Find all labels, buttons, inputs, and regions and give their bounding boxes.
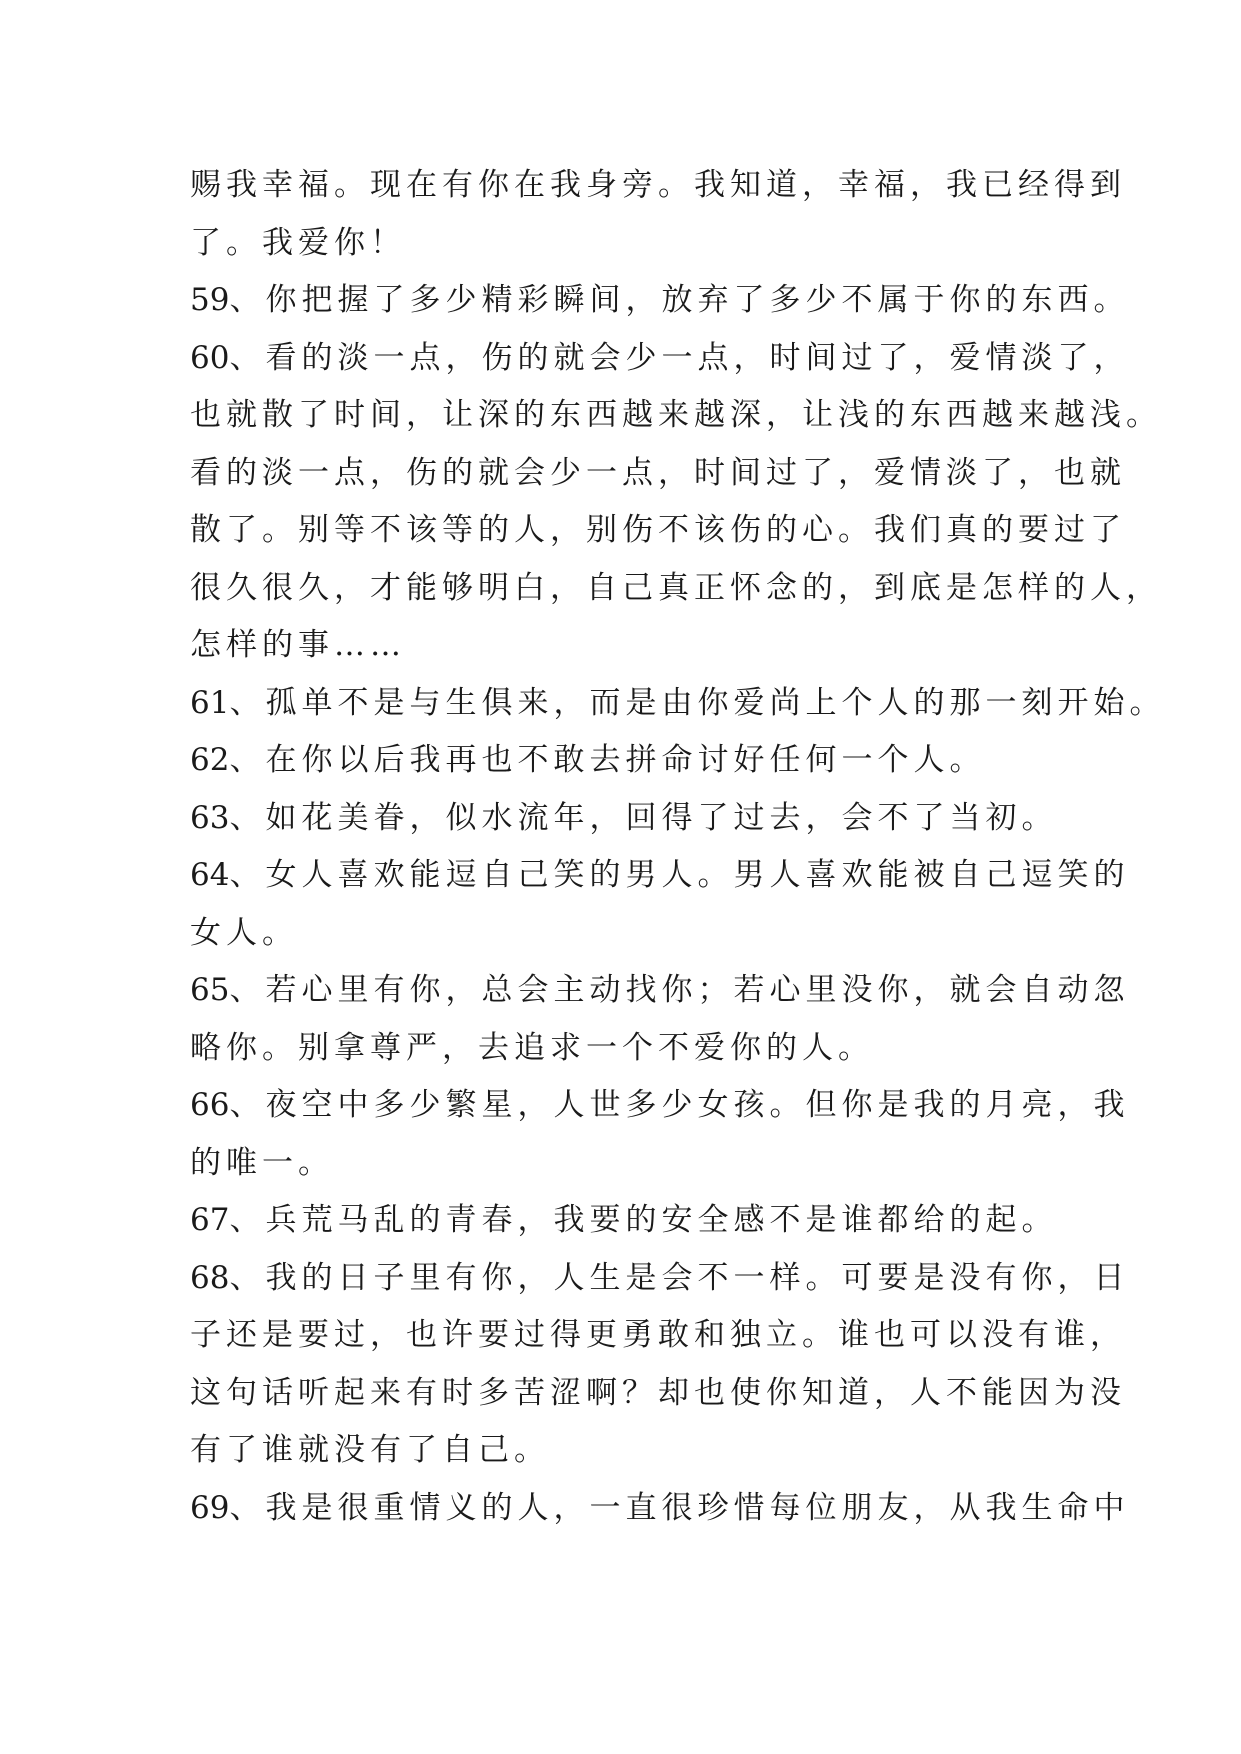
text-line — [190, 1020, 1091, 1078]
numbered-list — [190, 272, 1166, 1537]
item-number: 65 — [190, 972, 230, 1008]
line-text: 若心里有你，总会主动找你；若心里没你，就会自动忽 — [265, 972, 1130, 1008]
item-separator: 、 — [229, 742, 266, 778]
line-text: 孤单不是与生俱来，而是由你爱尚上个人的那一刻开始。 — [265, 684, 1166, 721]
item-separator: 、 — [229, 1259, 266, 1296]
item-number: 60 — [190, 339, 230, 376]
line-text: 你把握了多少精彩瞬间，放弃了多少不属于你的东西。 — [265, 282, 1130, 318]
line-text: 散了。别等不该等的人，别伤不该伤的心。我们真的要过了 — [190, 512, 1126, 548]
text-line — [190, 1192, 1091, 1250]
text-line — [190, 617, 1091, 675]
item-separator: 、 — [229, 857, 266, 893]
line-text: 子还是要过，也许要过得更勇敢和独立。谁也可以没有谁， — [190, 1317, 1126, 1353]
text-line — [190, 1077, 1130, 1135]
line-text: 看的淡一点，伤的就会少一点，时间过了，爱情淡了，也就 — [190, 454, 1126, 491]
line-text: 如花美眷，似水流年，回得了过去，会不了当初。 — [265, 799, 1058, 836]
list-item — [190, 1480, 1130, 1538]
item-separator: 、 — [229, 339, 266, 376]
list-item — [190, 1250, 1130, 1480]
line-text: 有了谁就没有了自己。 — [190, 1432, 550, 1468]
line-text: 在你以后我再也不敢去拼命讨好任何一个人。 — [265, 742, 986, 778]
text-line — [190, 1135, 1091, 1193]
line-text: 兵荒马乱的青春，我要的安全感不是谁都给的起。 — [265, 1202, 1058, 1238]
list-item — [190, 272, 1130, 330]
line-text: 夜空中多少繁星，人世多少女孩。但你是我的月亮，我 — [265, 1087, 1130, 1123]
line-text: 我是很重情义的人，一直很珍惜每位朋友，从我生命中 — [265, 1489, 1130, 1526]
line-text: 很久很久，才能够明白，自己真正怀念的，到底是怎样的人， — [190, 569, 1162, 606]
line-text: 我的日子里有你，人生是会不一样。可要是没有你，日 — [265, 1259, 1130, 1296]
text-line: 了。我爱你！ — [190, 224, 406, 261]
line-text: 看的淡一点，伤的就会少一点，时间过了，爱情淡了， — [265, 339, 1130, 376]
text-line — [190, 847, 1130, 905]
text-line — [190, 1480, 1130, 1538]
item-separator: 、 — [229, 684, 266, 721]
item-number: 69 — [190, 1489, 230, 1526]
item-separator: 、 — [229, 282, 266, 318]
item-number: 59 — [190, 282, 230, 318]
item-separator: 、 — [229, 1202, 266, 1238]
text-line — [190, 1365, 1126, 1423]
intro-paragraph — [190, 157, 1126, 272]
line-text: 怎样的事…… — [190, 627, 406, 663]
item-number: 62 — [190, 742, 230, 778]
item-number: 61 — [190, 684, 230, 721]
text-line — [190, 1307, 1126, 1365]
text-line — [190, 445, 1126, 503]
item-separator: 、 — [229, 1087, 266, 1123]
text-line — [190, 962, 1130, 1020]
list-item — [190, 962, 1130, 1077]
item-number: 66 — [190, 1087, 230, 1123]
item-number: 64 — [190, 857, 230, 893]
line-text: 女人喜欢能逗自己笑的男人。男人喜欢能被自己逗笑的 — [265, 857, 1130, 893]
text-line: 赐我幸福。现在有你在我身旁。我知道，幸福，我已经得到 — [190, 167, 1126, 203]
list-item — [190, 790, 1091, 848]
list-item — [190, 330, 1162, 675]
text-line — [190, 330, 1130, 388]
line-text: 的唯一。 — [190, 1144, 334, 1181]
item-separator: 、 — [229, 799, 266, 836]
list-item — [190, 732, 1091, 790]
item-separator: 、 — [229, 1489, 266, 1526]
item-number: 68 — [190, 1259, 230, 1296]
item-number: 63 — [190, 799, 230, 836]
list-item — [190, 847, 1130, 962]
line-text: 也就散了时间，让深的东西越来越深，让浅的东西越来越浅。 — [190, 397, 1162, 433]
text-line — [190, 1250, 1130, 1308]
text-line — [190, 272, 1130, 330]
text-line — [190, 502, 1126, 560]
line-text: 这句话听起来有时多苦涩啊？却也使你知道，人不能因为没 — [190, 1374, 1126, 1411]
item-separator: 、 — [229, 972, 266, 1008]
text-line — [190, 560, 1162, 618]
list-item — [190, 1077, 1130, 1192]
text-line — [190, 1422, 1091, 1480]
line-text: 女人。 — [190, 914, 298, 951]
list-item — [190, 675, 1166, 733]
text-line — [190, 905, 1091, 963]
list-item — [190, 1192, 1091, 1250]
text-line — [190, 790, 1091, 848]
item-number: 67 — [190, 1202, 230, 1238]
text-line — [190, 732, 1091, 790]
line-text: 略你。别拿尊严，去追求一个不爱你的人。 — [190, 1029, 874, 1066]
text-line — [190, 387, 1162, 445]
text-line — [190, 675, 1166, 733]
